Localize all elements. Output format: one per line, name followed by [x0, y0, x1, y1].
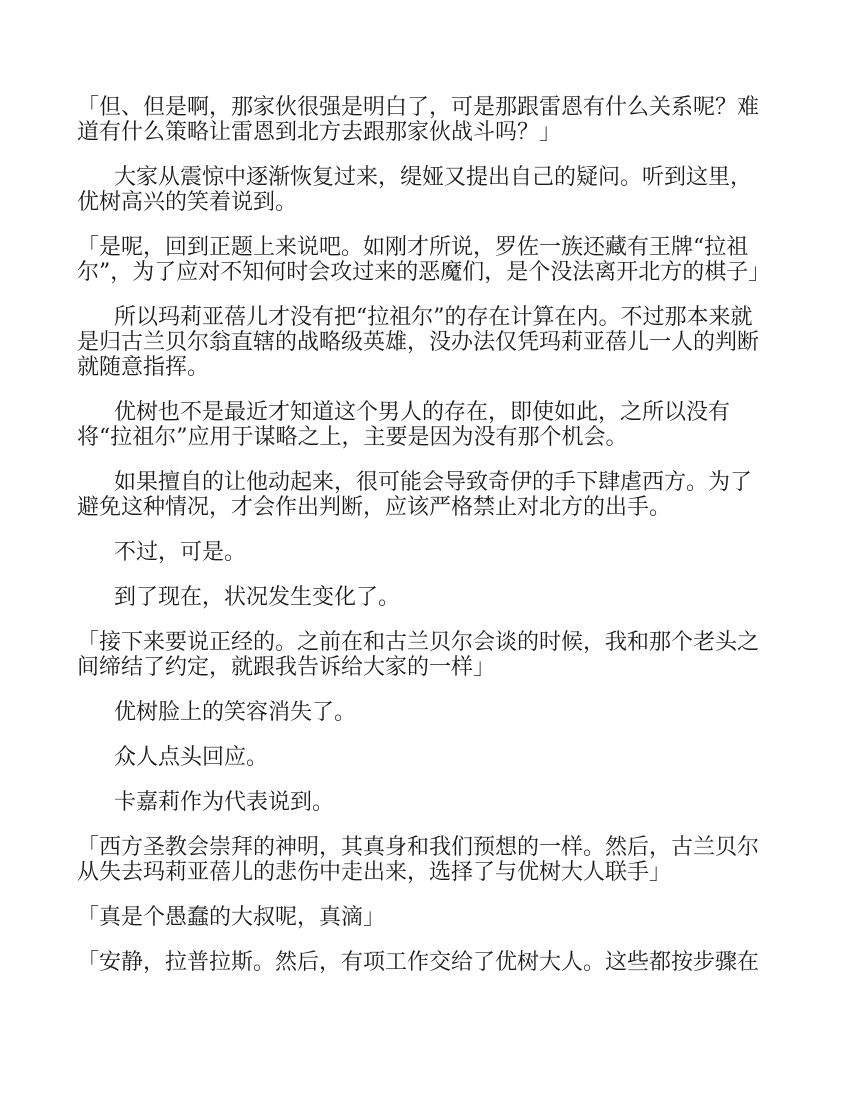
paragraph: 到了现在，状况发生变化了。 — [114, 585, 401, 610]
paragraph: 优树也不是最近才知道这个男人的存在，即使如此，之所以没有将“拉祖尔”应用于谋略之上，主要是因为没有那个机会。 — [77, 400, 731, 450]
paragraph: 不过，可是。 — [114, 540, 247, 565]
paragraph: 「是呢，回到正题上来说吧。如刚才所说，罗佐一族还藏有王牌“拉祖尔”，为了应对不知何时会攻过来的恶魔们，是个没法离开北方的棋子」 — [77, 235, 771, 285]
paragraph: 众人点头回应。 — [114, 745, 269, 770]
paragraph: 「真是个愚蠢的大叔呢，真滴」 — [77, 905, 386, 930]
paragraph: 所以玛莉亚蓓儿才没有把“拉祖尔”的存在计算在内。不过那本来就是归古兰贝尔翁直辖的战略级英雄，没办法仅凭玛莉亚蓓儿一人的判断就随意指挥。 — [77, 305, 760, 380]
paragraph: 如果擅自的让他动起来，很可能会导致奇伊的手下肆虐西方。为了避免这种情况，才会作出判断，应该严格禁止对北方的出手。 — [77, 470, 753, 520]
paragraph: 大家从震惊中逐渐恢复过来，缇娅又提出自己的疑问。听到这里，优树高兴的笑着说到。 — [77, 165, 753, 215]
paragraph: 「安静，拉普拉斯。然后，有项工作交给了优树大人。这些都按步骤在 — [77, 950, 760, 975]
paragraph: 优树脸上的笑容消失了。 — [114, 700, 357, 725]
paragraph: 「但、但是啊，那家伙很强是明白了，可是那跟雷恩有什么关系呢？难道有什么策略让雷恩到北方去跟那家伙战斗吗？」 — [77, 95, 760, 145]
paragraph: 「西方圣教会崇拜的神明，其真身和我们预想的一样。然后，古兰贝尔从失去玛莉亚蓓儿的悲伤中走出来，选择了与优树大人联手」 — [77, 835, 760, 885]
paragraph: 卡嘉莉作为代表说到。 — [114, 790, 335, 815]
paragraph: 「接下来要说正经的。之前在和古兰贝尔会谈的时候，我和那个老头之间缔结了约定，就跟我告诉给大家的一样」 — [77, 630, 760, 680]
text-column — [77, 95, 771, 995]
